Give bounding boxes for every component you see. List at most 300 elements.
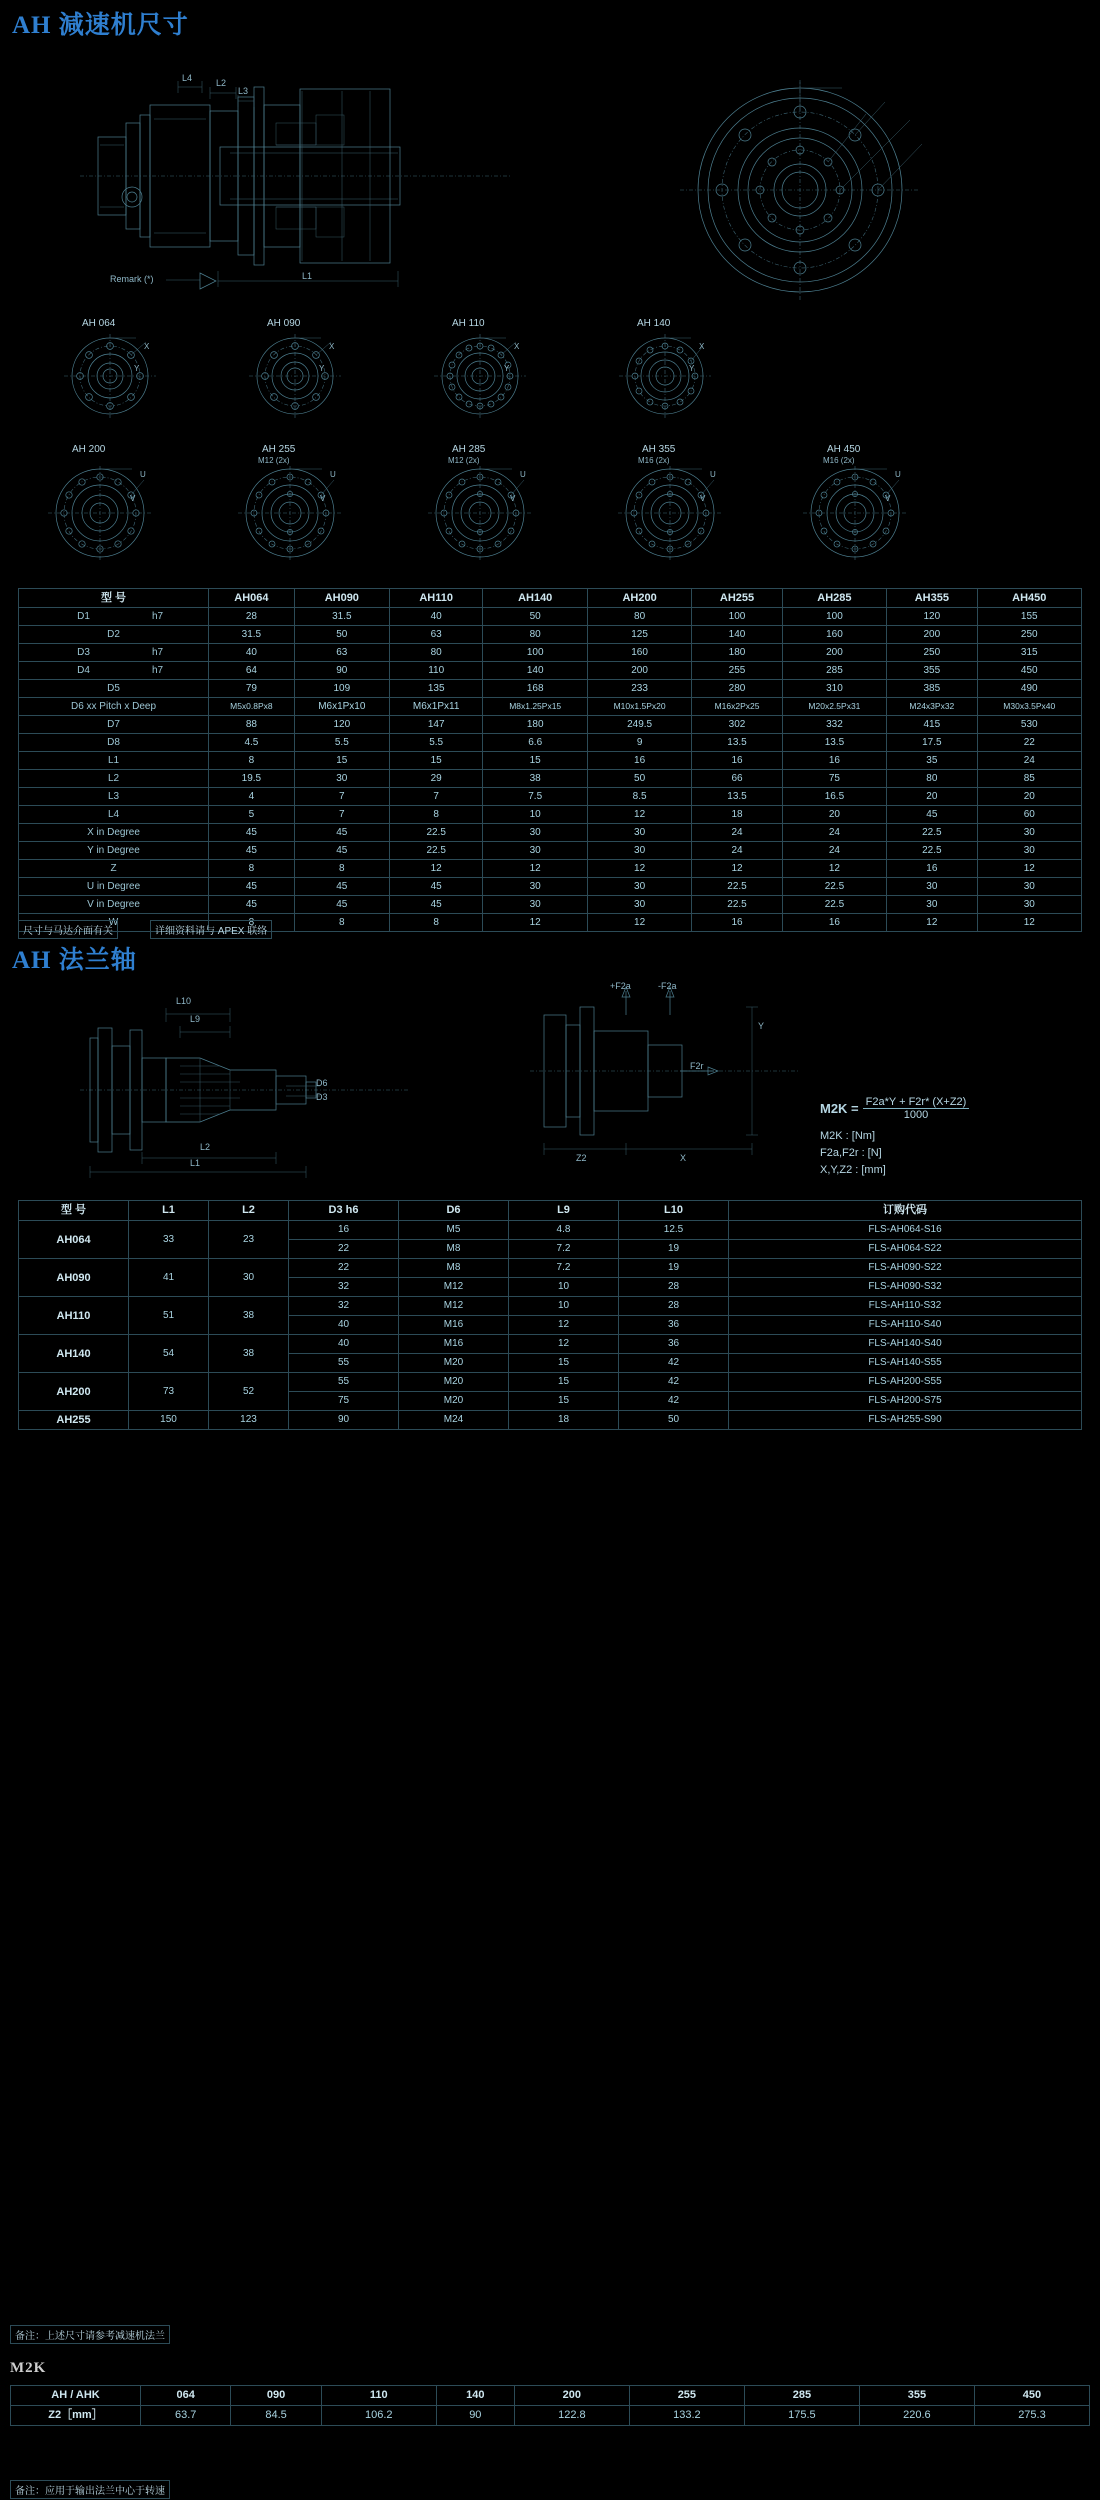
cell-l9: 18 bbox=[509, 1411, 619, 1430]
col-355: 355 bbox=[859, 2386, 974, 2406]
cell-value: 16 bbox=[887, 860, 977, 878]
cell-order-code: FLS-AH110-S32 bbox=[729, 1297, 1082, 1316]
cell-value: 80 bbox=[389, 644, 483, 662]
view-mark-x: X bbox=[699, 342, 705, 351]
table-header-row bbox=[19, 1201, 1082, 1221]
table-row bbox=[19, 626, 1082, 644]
flange-caption-ah064: AH 064 bbox=[82, 318, 116, 329]
cell-value: 30 bbox=[587, 896, 691, 914]
cell-value: 168 bbox=[483, 680, 587, 698]
cell-value: 280 bbox=[692, 680, 782, 698]
cell-value: 15 bbox=[389, 752, 483, 770]
col-450: 450 bbox=[974, 2386, 1089, 2406]
col-model: 型 号 bbox=[19, 1201, 129, 1221]
view-mark-x: X bbox=[329, 342, 335, 351]
cell-l9: 15 bbox=[509, 1373, 619, 1392]
cell-value: 30 bbox=[977, 896, 1081, 914]
cell-value: M6x1Px11 bbox=[389, 698, 483, 716]
view-mark-u: U bbox=[140, 470, 146, 479]
table-row bbox=[19, 662, 1082, 680]
table-row bbox=[19, 716, 1082, 734]
cell-value: 16 bbox=[782, 914, 886, 932]
table-row bbox=[19, 1411, 1082, 1430]
cell-value: 122.8 bbox=[514, 2406, 629, 2426]
view-mark-v: V bbox=[510, 494, 516, 503]
cell-value: 45 bbox=[389, 878, 483, 896]
table-row bbox=[19, 788, 1082, 806]
cell-value: 385 bbox=[887, 680, 977, 698]
cell-value: 63 bbox=[389, 626, 483, 644]
cell-value: 60 bbox=[977, 806, 1081, 824]
note-motor-interface: 尺寸与马达介面有关 bbox=[18, 920, 118, 939]
col-ah140: AH140 bbox=[483, 589, 587, 608]
col-ah285: AH285 bbox=[782, 589, 886, 608]
formula-m2k-label: M2K = bbox=[820, 1101, 859, 1116]
cell-order-code: FLS-AH140-S55 bbox=[729, 1354, 1082, 1373]
cell-d3: 75 bbox=[289, 1392, 399, 1411]
cell-value: 64 bbox=[209, 662, 295, 680]
force-label-f2r: F2r bbox=[690, 1061, 704, 1071]
row-label: Y in Degree bbox=[19, 842, 209, 860]
formula-unit-m2k: M2K : [Nm] bbox=[820, 1130, 876, 1142]
cell-order-code: FLS-AH064-S22 bbox=[729, 1240, 1082, 1259]
cell-d6: M5 bbox=[399, 1221, 509, 1240]
cell-d6: M16 bbox=[399, 1316, 509, 1335]
cell-value: 40 bbox=[209, 644, 295, 662]
cell-l10: 19 bbox=[619, 1240, 729, 1259]
cell-value: 12 bbox=[782, 860, 886, 878]
cell-d3: 32 bbox=[289, 1297, 399, 1316]
table-row bbox=[19, 896, 1082, 914]
note-contact-apex: 详细资料请与 APEX 联络 bbox=[150, 920, 272, 939]
cell-value: 80 bbox=[587, 608, 691, 626]
table-row bbox=[19, 1221, 1082, 1240]
cell-value: M5x0.8Px8 bbox=[209, 698, 295, 716]
table-row bbox=[19, 878, 1082, 896]
cell-value: 530 bbox=[977, 716, 1081, 734]
cell-d3: 22 bbox=[289, 1259, 399, 1278]
cell-value: 30 bbox=[587, 824, 691, 842]
view-mark-x: X bbox=[144, 342, 150, 351]
col-ah450: AH450 bbox=[977, 589, 1081, 608]
cell-value: 255 bbox=[692, 662, 782, 680]
cell-value: 8 bbox=[389, 914, 483, 932]
cell-value: 250 bbox=[977, 626, 1081, 644]
row-label: Z2［mm］ bbox=[11, 2406, 141, 2426]
cell-value: 220.6 bbox=[859, 2406, 974, 2426]
cell-value: 24 bbox=[977, 752, 1081, 770]
cell-value: 8 bbox=[209, 914, 295, 932]
table-row bbox=[19, 752, 1082, 770]
cell-d6: M8 bbox=[399, 1259, 509, 1278]
cell-d6: M20 bbox=[399, 1354, 509, 1373]
cell-value: 13.5 bbox=[782, 734, 886, 752]
cell-value: 63.7 bbox=[141, 2406, 231, 2426]
cell-l9: 10 bbox=[509, 1297, 619, 1316]
dim-label-l3: L3 bbox=[238, 86, 249, 96]
cell-value: 109 bbox=[294, 680, 389, 698]
cell-value: 249.5 bbox=[587, 716, 691, 734]
col-ah255: AH255 bbox=[692, 589, 782, 608]
cell-value: 12 bbox=[887, 914, 977, 932]
dim-label-l1: L1 bbox=[302, 271, 313, 281]
cell-value: 30 bbox=[294, 770, 389, 788]
col-ah-ahk: AH / AHK bbox=[11, 2386, 141, 2406]
cell-d6: M8 bbox=[399, 1240, 509, 1259]
col-ah355: AH355 bbox=[887, 589, 977, 608]
flange-caption-ah140: AH 140 bbox=[637, 318, 671, 329]
cell-value: 120 bbox=[887, 608, 977, 626]
cell-value: 355 bbox=[887, 662, 977, 680]
cell-l1: 73 bbox=[129, 1373, 209, 1411]
cell-value: 160 bbox=[782, 626, 886, 644]
cell-value: 40 bbox=[389, 608, 483, 626]
cell-value: 17.5 bbox=[887, 734, 977, 752]
cell-value: 133.2 bbox=[629, 2406, 744, 2426]
cell-value: 50 bbox=[587, 770, 691, 788]
cell-value: 180 bbox=[692, 644, 782, 662]
force-label-f2a-plus: +F2a bbox=[610, 981, 631, 991]
cell-value: 85 bbox=[977, 770, 1081, 788]
cell-value: 12 bbox=[977, 914, 1081, 932]
cell-l2: 38 bbox=[209, 1297, 289, 1335]
cell-value: 147 bbox=[389, 716, 483, 734]
row-label: U in Degree bbox=[19, 878, 209, 896]
cell-l2: 52 bbox=[209, 1373, 289, 1411]
cell-value: 275.3 bbox=[974, 2406, 1089, 2426]
cell-order-code: FLS-AH255-S90 bbox=[729, 1411, 1082, 1430]
flange-caption-ah090: AH 090 bbox=[267, 318, 301, 329]
dimension-table bbox=[18, 588, 1082, 932]
cell-value: 20 bbox=[782, 806, 886, 824]
cell-order-code: FLS-AH090-S32 bbox=[729, 1278, 1082, 1297]
table-row bbox=[19, 860, 1082, 878]
cell-value: 22.5 bbox=[782, 878, 886, 896]
gearbox-front-view-drawing bbox=[660, 80, 940, 300]
cell-value: 100 bbox=[782, 608, 886, 626]
cell-value: 20 bbox=[977, 788, 1081, 806]
col-model: 型 号 bbox=[19, 589, 209, 608]
table-row bbox=[19, 644, 1082, 662]
cell-value: 8 bbox=[389, 806, 483, 824]
cell-value: 415 bbox=[887, 716, 977, 734]
cell-value: 8 bbox=[209, 860, 295, 878]
cell-l9: 4.8 bbox=[509, 1221, 619, 1240]
cell-value: 135 bbox=[389, 680, 483, 698]
row-label: D3 h7 bbox=[19, 644, 209, 662]
cell-value: 200 bbox=[782, 644, 886, 662]
cell-value: 84.5 bbox=[231, 2406, 321, 2426]
cell-value: 16.5 bbox=[782, 788, 886, 806]
cell-l10: 42 bbox=[619, 1354, 729, 1373]
cell-d3: 55 bbox=[289, 1373, 399, 1392]
view-mark-v: V bbox=[320, 494, 326, 503]
flange-caption-ah355: AH 355 bbox=[642, 444, 676, 455]
row-label: D4 h7 bbox=[19, 662, 209, 680]
cell-value: 200 bbox=[887, 626, 977, 644]
cell-value: 30 bbox=[977, 842, 1081, 860]
flange-caption-ah285: AH 285 bbox=[452, 444, 486, 455]
flange-views-row-2 bbox=[40, 444, 1060, 569]
table-row bbox=[19, 698, 1082, 716]
cell-value: 35 bbox=[887, 752, 977, 770]
cell-value: 9 bbox=[587, 734, 691, 752]
cell-order-code: FLS-AH140-S40 bbox=[729, 1335, 1082, 1354]
cell-value: M8x1.25Px15 bbox=[483, 698, 587, 716]
cell-l2: 38 bbox=[209, 1335, 289, 1373]
cell-l9: 7.2 bbox=[509, 1240, 619, 1259]
cell-value: 80 bbox=[483, 626, 587, 644]
cell-value: 4.5 bbox=[209, 734, 295, 752]
cell-model: AH255 bbox=[19, 1411, 129, 1430]
force-diagram bbox=[530, 981, 800, 1185]
table-row bbox=[11, 2406, 1090, 2426]
view-mark-y: Y bbox=[134, 364, 140, 373]
col-d6: D6 bbox=[399, 1201, 509, 1221]
row-label: Z bbox=[19, 860, 209, 878]
cell-value: 45 bbox=[887, 806, 977, 824]
cell-value: 12 bbox=[692, 860, 782, 878]
cell-l1: 41 bbox=[129, 1259, 209, 1297]
cell-value: 22.5 bbox=[887, 824, 977, 842]
cell-value: 125 bbox=[587, 626, 691, 644]
cell-value: 75 bbox=[782, 770, 886, 788]
cell-d3: 32 bbox=[289, 1278, 399, 1297]
col-200: 200 bbox=[514, 2386, 629, 2406]
cell-value: 200 bbox=[587, 662, 691, 680]
view-mark-u: U bbox=[895, 470, 901, 479]
view-mark-v: V bbox=[700, 494, 706, 503]
cell-value: 7 bbox=[389, 788, 483, 806]
row-label: D6 xx Pitch x Deep bbox=[19, 698, 209, 716]
cell-value: 45 bbox=[294, 842, 389, 860]
cell-value: 12 bbox=[587, 914, 691, 932]
m2k-table bbox=[10, 2385, 1090, 2426]
gearbox-section-drawing bbox=[80, 75, 510, 305]
cell-value: 22.5 bbox=[692, 878, 782, 896]
col-255: 255 bbox=[629, 2386, 744, 2406]
cell-value: 16 bbox=[587, 752, 691, 770]
note-flange-reference: 备注：上述尺寸请参考减速机法兰 bbox=[10, 2325, 170, 2344]
cell-l10: 36 bbox=[619, 1316, 729, 1335]
col-ah110: AH110 bbox=[389, 589, 483, 608]
cell-value: 90 bbox=[294, 662, 389, 680]
cell-value: 45 bbox=[294, 878, 389, 896]
col-064: 064 bbox=[141, 2386, 231, 2406]
cell-value: 8 bbox=[294, 860, 389, 878]
row-label: L3 bbox=[19, 788, 209, 806]
cell-l9: 12 bbox=[509, 1316, 619, 1335]
cell-value: 110 bbox=[389, 662, 483, 680]
bolt-label-m16: M16 (2x) bbox=[638, 456, 670, 465]
cell-value: 24 bbox=[692, 842, 782, 860]
cell-model: AH110 bbox=[19, 1297, 129, 1335]
cell-value: 5 bbox=[209, 806, 295, 824]
table-row bbox=[19, 842, 1082, 860]
cell-d6: M16 bbox=[399, 1335, 509, 1354]
cell-value: 15 bbox=[294, 752, 389, 770]
bolt-label-m12: M12 (2x) bbox=[258, 456, 290, 465]
cell-value: 12 bbox=[587, 860, 691, 878]
cell-value: 22 bbox=[977, 734, 1081, 752]
page-title-flange-shaft: AH 法兰轴 bbox=[12, 947, 137, 974]
cell-value: 22.5 bbox=[389, 842, 483, 860]
cell-value: 12 bbox=[587, 806, 691, 824]
row-label: L1 bbox=[19, 752, 209, 770]
cell-value: 155 bbox=[977, 608, 1081, 626]
col-l10: L10 bbox=[619, 1201, 729, 1221]
cell-value: 12 bbox=[483, 860, 587, 878]
flange-caption-ah200: AH 200 bbox=[72, 444, 106, 455]
cell-l1: 51 bbox=[129, 1297, 209, 1335]
cell-d3: 40 bbox=[289, 1335, 399, 1354]
cell-value: 22.5 bbox=[692, 896, 782, 914]
cell-value: 24 bbox=[782, 842, 886, 860]
cell-value: 13.5 bbox=[692, 788, 782, 806]
cell-model: AH140 bbox=[19, 1335, 129, 1373]
col-ah090: AH090 bbox=[294, 589, 389, 608]
cell-order-code: FLS-AH064-S16 bbox=[729, 1221, 1082, 1240]
cell-l2: 30 bbox=[209, 1259, 289, 1297]
col-l1: L1 bbox=[129, 1201, 209, 1221]
cell-order-code: FLS-AH110-S40 bbox=[729, 1316, 1082, 1335]
row-label: D8 bbox=[19, 734, 209, 752]
cell-value: 28 bbox=[209, 608, 295, 626]
view-mark-y: Y bbox=[319, 364, 325, 373]
page-title-gearbox-dimensions: AH 減速机尺寸 bbox=[12, 12, 189, 39]
cell-value: 88 bbox=[209, 716, 295, 734]
cell-l2: 123 bbox=[209, 1411, 289, 1430]
table-row bbox=[19, 1373, 1082, 1392]
cell-value: 5.5 bbox=[389, 734, 483, 752]
cell-value: 15 bbox=[483, 752, 587, 770]
flange-shaft-table bbox=[18, 1200, 1082, 1430]
col-110: 110 bbox=[321, 2386, 436, 2406]
cell-value: 450 bbox=[977, 662, 1081, 680]
row-label: W bbox=[19, 914, 209, 932]
cell-value: 6.6 bbox=[483, 734, 587, 752]
cell-l1: 54 bbox=[129, 1335, 209, 1373]
cell-value: 13.5 bbox=[692, 734, 782, 752]
bolt-label-m12: M12 (2x) bbox=[448, 456, 480, 465]
cell-l9: 7.2 bbox=[509, 1259, 619, 1278]
cell-value: 45 bbox=[294, 824, 389, 842]
col-order-code: 订购代码 bbox=[729, 1201, 1082, 1221]
cell-l10: 19 bbox=[619, 1259, 729, 1278]
cell-value: 45 bbox=[209, 878, 295, 896]
table-row bbox=[19, 806, 1082, 824]
cell-value: 100 bbox=[483, 644, 587, 662]
cell-l9: 15 bbox=[509, 1392, 619, 1411]
cell-l1: 150 bbox=[129, 1411, 209, 1430]
dim-label-l2: L2 bbox=[200, 1142, 211, 1152]
m2k-section-title: M2K bbox=[10, 2360, 47, 2376]
flange-caption-ah255: AH 255 bbox=[262, 444, 296, 455]
cell-value: 30 bbox=[587, 878, 691, 896]
cell-l9: 15 bbox=[509, 1354, 619, 1373]
cell-value: 285 bbox=[782, 662, 886, 680]
flange-caption-ah110: AH 110 bbox=[452, 318, 485, 329]
col-140: 140 bbox=[436, 2386, 514, 2406]
cell-value: 45 bbox=[294, 896, 389, 914]
dim-label-l2: L2 bbox=[216, 78, 227, 88]
cell-value: M30x3.5Px40 bbox=[977, 698, 1081, 716]
row-label: V in Degree bbox=[19, 896, 209, 914]
cell-value: 66 bbox=[692, 770, 782, 788]
cell-value: 20 bbox=[887, 788, 977, 806]
cell-value: 45 bbox=[389, 896, 483, 914]
cell-value: 24 bbox=[692, 824, 782, 842]
col-l2: L2 bbox=[209, 1201, 289, 1221]
cell-value: 10 bbox=[483, 806, 587, 824]
view-mark-v: V bbox=[885, 494, 891, 503]
cell-d6: M20 bbox=[399, 1373, 509, 1392]
cell-value: 29 bbox=[389, 770, 483, 788]
dim-label-d3: D3 bbox=[316, 1092, 328, 1102]
remark-label: Remark (*) bbox=[110, 274, 154, 284]
cell-value: M6x1Px10 bbox=[294, 698, 389, 716]
cell-d6: M12 bbox=[399, 1278, 509, 1297]
cell-value: 30 bbox=[483, 896, 587, 914]
cell-value: 250 bbox=[887, 644, 977, 662]
cell-value: 140 bbox=[692, 626, 782, 644]
cell-d3: 16 bbox=[289, 1221, 399, 1240]
cell-model: AH064 bbox=[19, 1221, 129, 1259]
cell-value: M16x2Px25 bbox=[692, 698, 782, 716]
cell-value: 50 bbox=[483, 608, 587, 626]
table-row bbox=[19, 824, 1082, 842]
formula-numerator: F2a*Y + F2r* (X+Z2) bbox=[863, 1096, 970, 1109]
table-row bbox=[19, 680, 1082, 698]
col-ah064: AH064 bbox=[209, 589, 295, 608]
cell-d3: 90 bbox=[289, 1411, 399, 1430]
cell-l9: 10 bbox=[509, 1278, 619, 1297]
cell-value: 8 bbox=[209, 752, 295, 770]
col-l9: L9 bbox=[509, 1201, 619, 1221]
cell-value: 7 bbox=[294, 806, 389, 824]
cell-value: 80 bbox=[887, 770, 977, 788]
cell-value: 175.5 bbox=[744, 2406, 859, 2426]
cell-value: 45 bbox=[209, 896, 295, 914]
cell-value: 19.5 bbox=[209, 770, 295, 788]
view-mark-y: Y bbox=[504, 364, 510, 373]
cell-d6: M24 bbox=[399, 1411, 509, 1430]
table-row bbox=[19, 1259, 1082, 1278]
table-row bbox=[19, 734, 1082, 752]
formula-denominator: 1000 bbox=[903, 1109, 929, 1121]
cell-value: 140 bbox=[483, 662, 587, 680]
cell-l9: 12 bbox=[509, 1335, 619, 1354]
cell-value: 12 bbox=[389, 860, 483, 878]
cell-l10: 28 bbox=[619, 1297, 729, 1316]
cell-value: 160 bbox=[587, 644, 691, 662]
cell-value: 315 bbox=[977, 644, 1081, 662]
cell-value: 106.2 bbox=[321, 2406, 436, 2426]
row-label: D7 bbox=[19, 716, 209, 734]
flange-views-row-1 bbox=[60, 318, 1020, 428]
cell-l10: 42 bbox=[619, 1392, 729, 1411]
table-row bbox=[19, 1297, 1082, 1316]
cell-value: 12 bbox=[483, 914, 587, 932]
cell-d3: 40 bbox=[289, 1316, 399, 1335]
cell-value: 22.5 bbox=[782, 896, 886, 914]
table-header-row bbox=[11, 2386, 1090, 2406]
view-mark-v: V bbox=[130, 494, 136, 503]
formula-unit-lengths: X,Y,Z2 : [mm] bbox=[820, 1164, 886, 1176]
cell-value: 490 bbox=[977, 680, 1081, 698]
col-ah200: AH200 bbox=[587, 589, 691, 608]
row-label: D5 bbox=[19, 680, 209, 698]
